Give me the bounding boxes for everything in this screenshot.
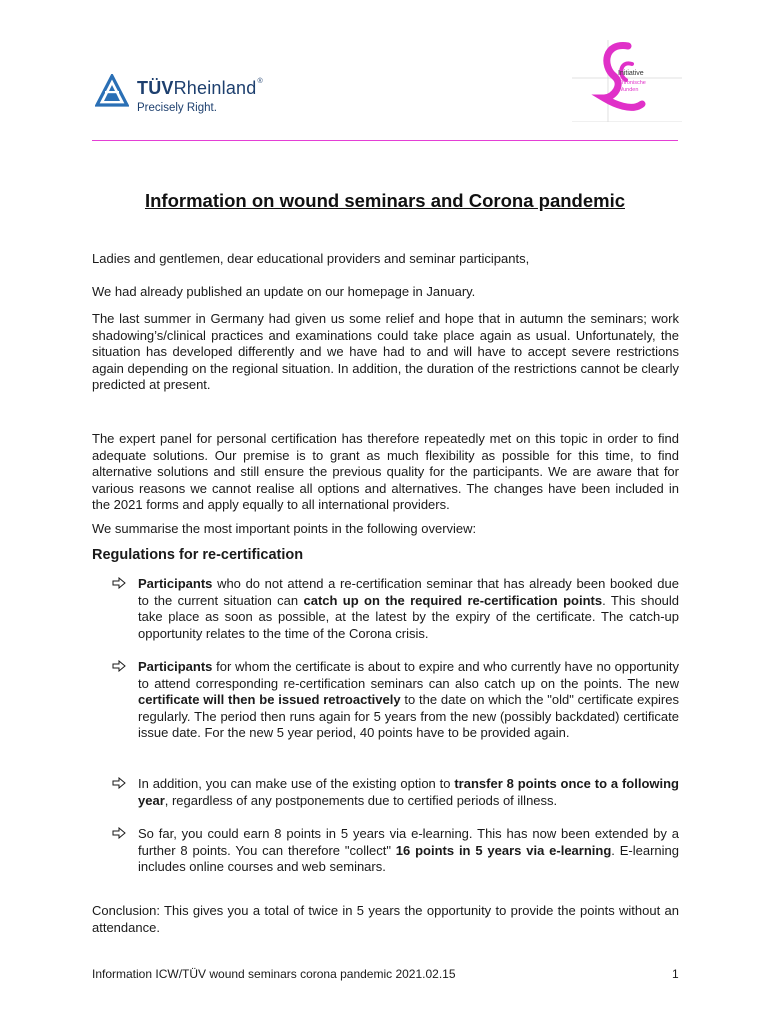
initiative-label: Initiative [618,70,644,77]
initiative-sub-label: Chronische [618,80,646,86]
header-divider [92,140,678,141]
paragraph-conclusion: Conclusion: This gives you a total of twice in 5 years the opportunity to provide the points without an attendance. [92,903,679,935]
arrow-right-icon [112,827,126,839]
list-item [112,826,679,876]
arrow-right-icon [112,577,126,589]
list-item-text: In addition, you can make use of the existing option to transfer 8 points once to a following year, regardless of any postponements due to certified periods of illness. [138,776,679,808]
initiative-logo [570,40,682,122]
brand-tagline: Precisely Right. [137,102,217,114]
paragraph-expert-panel: The expert panel for personal certification has therefore repeatedly met on this topic in order to find adequate solutions. Our premise is to grant as much flexibility as possible for this time, to find alternative solutions and still ensure the previous quality for the participants. We are aware that for various reasons we cannot realise all options and alternatives. The changes have been included in the 2021 forms and apply equally to all international providers. [92,431,679,513]
list-item [112,776,679,809]
section-heading: Regulations for re-certification [92,547,304,563]
document-title: Information on wound seminars and Corona pandemic [144,190,625,211]
list-item [112,659,679,742]
tuv-rheinland-logo [95,72,295,122]
paragraph-intro: We had already published an update on our homepage in January. [92,284,476,299]
page-number: 1 [672,967,679,981]
list-item-text: Participants who do not attend a re-certification seminar that has already been booked due to the current situation can catch up on the required re-certification points. This should take place as soon as possible, at the latest by the expiry of the certificate. The catch-up opportunity relates to the time of the Corona crisis. [138,576,680,641]
paragraph-summary-intro: We summarise the most important points in the following overview: [92,521,477,536]
arrow-right-icon [112,660,126,672]
brand-name: TÜVRheinland® [137,78,263,98]
arrow-right-icon [112,777,126,789]
footer-text: Information ICW/TÜV wound seminars corona pandemic 2021.02.15 [92,967,456,981]
initiative-sub-label-2: Wunden [618,87,639,93]
paragraph-situation: The last summer in Germany had given us some relief and hope that in autumn the seminars; work shadowing’s/clinical practices and examinations could take place again as usual. Unfortunately, the situation has developed differently and we have had to and will have to accept severe restrictions again depending on the regional situation. In addition, the duration of the restrictions cannot be clearly predicted at present. [92,311,679,393]
list-item-text: Participants for whom the certificate is about to expire and who currently have no opportunity to attend corresponding re-certification seminars can also catch up on the points. The new certificate will then be issued retroactively to the date on which the "old" certificate expires regularly. The period then runs again for 5 years from the new (possibly backdated) certificate issue date. For the new 5 year period, 40 points have to be provided again. [138,659,679,741]
tuv-triangle-icon [95,74,129,108]
greeting: Ladies and gentlemen, dear educational providers and seminar participants, [92,251,530,266]
list-item-text: So far, you could earn 8 points in 5 years via e-learning. This has now been extended by a further 8 points. You can therefore "collect" 16 points in 5 years via e-learning. E-learning includes online courses and web seminars. [138,826,679,875]
list-item [112,576,679,642]
